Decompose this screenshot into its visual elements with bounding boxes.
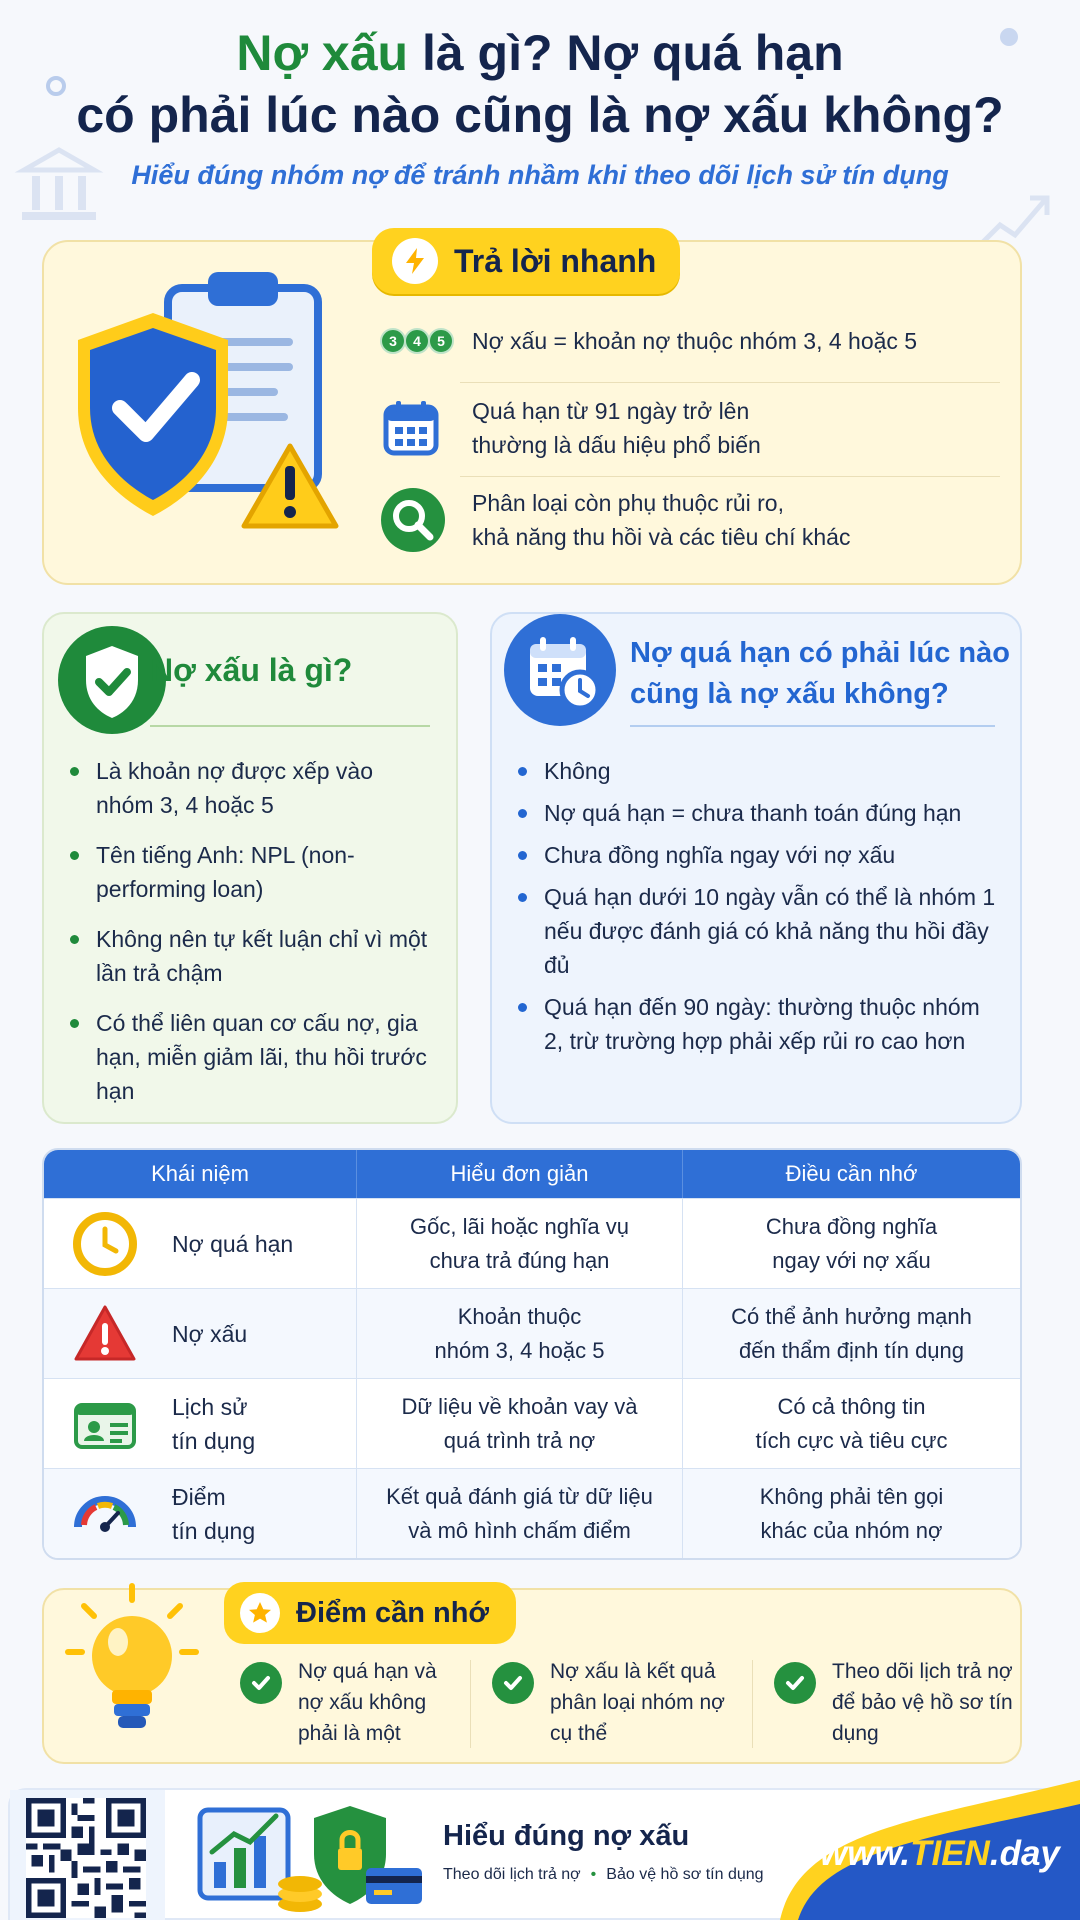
quick-item-text: Phân loại còn phụ thuộc rủi ro, khả năng thu hồi và các tiêu chí khác <box>472 490 851 550</box>
title-line-2: có phải lúc nào cũng là nợ xấu không? <box>76 87 1004 143</box>
finance-illustration <box>190 1792 430 1918</box>
column-header: Hiểu đơn giản <box>357 1150 683 1198</box>
title-line-1: là gì? Nợ quá hạn <box>408 25 844 81</box>
card-title: Nợ xấu là gì? <box>150 652 353 688</box>
list-item: Quá hạn dưới 10 ngày vẫn có thể là nhóm 1 nếu được đánh giá có khả năng thu hồi đầy đủ <box>512 880 1002 982</box>
divider <box>752 1660 753 1748</box>
list-item: Không nên tự kết luận chỉ vì một lần trả chậm <box>64 922 434 990</box>
check-circle-icon <box>240 1662 282 1704</box>
table-cell: Chưa đồng nghĩa ngay với nợ xấu <box>765 1213 938 1273</box>
list-item: Tên tiếng Anh: NPL (non-performing loan) <box>64 838 434 906</box>
overdue-bullets <box>512 754 1002 1066</box>
divider <box>460 382 1000 383</box>
id-card-icon <box>72 1391 138 1457</box>
gauge-icon <box>72 1481 138 1547</box>
divider <box>150 725 430 727</box>
table-cell: Kết quả đánh giá từ dữ liệu và mô hình chấm điểm <box>357 1469 683 1558</box>
warning-icon <box>72 1301 138 1367</box>
table-header <box>44 1150 1020 1198</box>
lightning-icon <box>392 238 438 284</box>
clock-icon <box>72 1211 138 1277</box>
list-item: Có thể liên quan cơ cấu nợ, gia hạn, miễn giảm lãi, thu hồi trước hạn <box>64 1006 434 1108</box>
quick-item <box>380 486 1000 554</box>
magnifier-icon <box>380 487 446 553</box>
check-circle-icon <box>492 1662 534 1704</box>
group-345-icon: 3 4 5 <box>380 328 460 354</box>
shield-check-icon <box>58 258 348 548</box>
quick-item <box>380 324 1000 358</box>
concept-label: Nợ xấu <box>172 1320 248 1347</box>
calendar-clock-icon <box>502 612 618 728</box>
list-item: Không <box>512 754 1002 788</box>
key-point-item <box>492 1656 730 1749</box>
concept-label: Nợ quá hạn <box>172 1230 294 1257</box>
table-cell: Khoản thuộc nhóm 3, 4 hoặc 5 <box>357 1289 683 1378</box>
list-item: Chưa đồng nghĩa ngay với nợ xấu <box>512 838 1002 872</box>
list-item: Quá hạn đến 90 ngày: thường thuộc nhóm 2, trừ trường hợp phải xếp rủi ro cao hơn <box>512 990 1002 1058</box>
column-header: Khái niệm <box>44 1150 357 1198</box>
table-row <box>44 1288 1020 1378</box>
page-title <box>0 22 1080 146</box>
key-point-text: Nợ xấu là kết quả phân loại nhóm nợ cụ thể <box>550 1660 725 1745</box>
divider <box>460 476 1000 477</box>
lightbulb-icon <box>64 1582 200 1742</box>
footer-title: Hiểu đúng nợ xấu <box>443 1820 690 1852</box>
table-cell: Dữ liệu về khoản vay và quá trình trả nợ <box>357 1379 683 1468</box>
table-cell: Có cả thông tin tích cực và tiêu cực <box>755 1393 948 1453</box>
key-points-label: Điểm cần nhớ <box>224 1582 516 1644</box>
card-title: Nợ quá hạn có phải lúc nào cũng là nợ xấu không? <box>630 637 1010 710</box>
column-header: Điều cần nhớ <box>785 1161 918 1186</box>
concept-label: Điểm tín dụng <box>172 1483 256 1544</box>
table-cell: Không phải tên gọi khác của nhóm nợ <box>759 1483 944 1543</box>
table-cell: Gốc, lãi hoặc nghĩa vụ chưa trả đúng hạn <box>357 1199 683 1288</box>
table-row <box>44 1378 1020 1468</box>
calendar-icon <box>380 397 442 459</box>
table-cell: Có thể ảnh hưởng mạnh đến thẩm định tín dụng <box>731 1303 972 1363</box>
website-link[interactable]: www.TIEN.day <box>820 1834 1060 1873</box>
title-highlight: Nợ xấu <box>236 25 409 81</box>
list-item: Là khoản nợ được xếp vào nhóm 3, 4 hoặc 5 <box>64 754 434 822</box>
qr-code-icon[interactable] <box>26 1798 146 1918</box>
key-point-item <box>240 1656 458 1749</box>
key-point-item <box>774 1656 1032 1749</box>
key-point-text: Theo dõi lịch trả nợ để bảo vệ hồ sơ tín dụng <box>832 1660 1013 1745</box>
star-icon <box>240 1593 280 1633</box>
quick-item-text: Quá hạn từ 91 ngày trở lên thường là dấu hiệu phổ biến <box>472 398 761 458</box>
concept-table <box>42 1148 1022 1560</box>
table-row <box>44 1468 1020 1558</box>
table-row <box>44 1198 1020 1288</box>
key-point-text: Nợ quá hạn và nợ xấu không phải là một <box>298 1660 437 1745</box>
list-item: Nợ quá hạn = chưa thanh toán đúng hạn <box>512 796 1002 830</box>
divider <box>470 1660 471 1748</box>
npl-bullets <box>64 754 434 1124</box>
check-circle-icon <box>774 1662 816 1704</box>
divider <box>630 725 995 727</box>
footer-subtitle: Theo dõi lịch trả nợ • Bảo vệ hồ sơ tín dụng <box>443 1866 764 1883</box>
quick-answer-label: Trả lời nhanh <box>372 228 680 294</box>
page-subtitle: Hiểu đúng nhóm nợ để tránh nhầm khi theo dõi lịch sử tín dụng <box>131 160 949 190</box>
concept-label: Lịch sử tín dụng <box>172 1393 256 1454</box>
quick-item <box>380 394 1000 462</box>
quick-item-text: Nợ xấu = khoản nợ thuộc nhóm 3, 4 hoặc 5 <box>472 328 918 354</box>
bullet-dot-icon: • <box>590 1866 597 1883</box>
